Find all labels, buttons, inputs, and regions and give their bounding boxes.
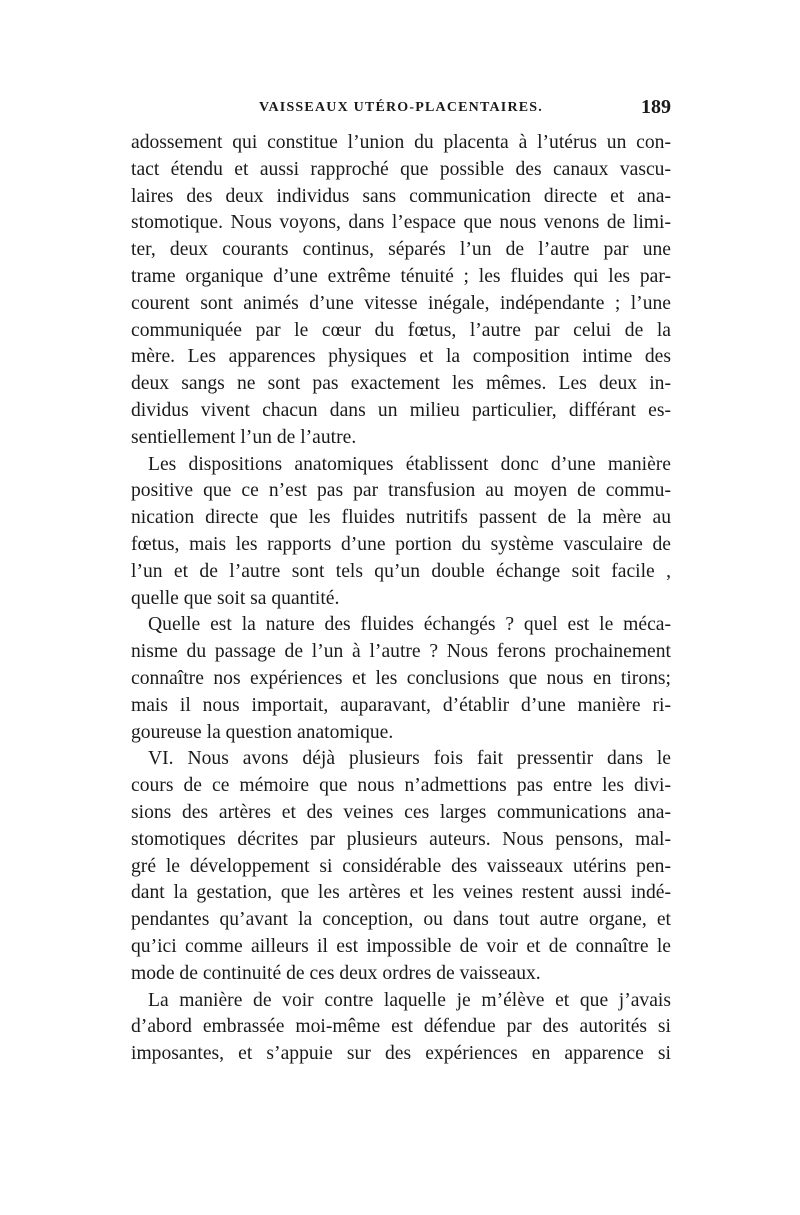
text-line: deux sangs ne sont pas exactement les mêmes. Les deux in- <box>131 373 671 395</box>
text-line: imposantes, et s’appuie sur des expériences en apparence si <box>131 1043 671 1065</box>
text-line: ter, deux courants continus, séparés l’un de l’autre par une <box>131 239 671 261</box>
text-line: stomotiques décrites par plusieurs auteurs. Nous pensons, mal- <box>131 828 671 850</box>
text-line: gré le développement si considérable des vaisseaux utérins pen- <box>131 855 671 877</box>
text-line: dant la gestation, que les artères et les veines restent aussi indé- <box>131 882 671 904</box>
running-title: VAISSEAUX UTÉRO-PLACENTAIRES. <box>258 100 543 115</box>
text-line: stomotique. Nous voyons, dans l’espace que nous venons de limi- <box>131 212 671 234</box>
text-line: goureuse la question anatomique. <box>131 721 394 743</box>
text-line: cours de ce mémoire que nous n’admettions pas entre les divi- <box>131 775 671 797</box>
text-line: quelle que soit sa quantité. <box>131 587 340 609</box>
text-line: mode de continuité de ces deux ordres de vaisseaux. <box>131 962 541 984</box>
text-line: qu’ici comme ailleurs il est impossible de voir et de connaître le <box>131 935 671 957</box>
text-line: Les dispositions anatomiques établissent donc d’une manière <box>148 453 671 475</box>
text-line: tact étendu et aussi rapproché que possible des canaux vascu- <box>131 158 671 180</box>
text-line: VI. Nous avons déjà plusieurs fois fait pressentir dans le <box>148 748 671 770</box>
text-line: nisme du passage de l’un à l’autre ? Nous ferons prochainement <box>131 641 671 663</box>
page-number: 189 <box>641 96 671 118</box>
book-page <box>131 96 671 1068</box>
text-line: fœtus, mais les rapports d’une portion du système vasculaire de <box>131 533 671 555</box>
text-line: dividus vivent chacun dans un milieu particulier, différant es- <box>131 399 671 421</box>
text-line: courent sont animés d’une vitesse inégale, indépendante ; l’une <box>131 292 671 314</box>
text-line: mais il nous importait, auparavant, d’établir d’une manière ri- <box>131 694 671 716</box>
text-line: mère. Les apparences physiques et la composition intime des <box>131 346 671 368</box>
text-line: positive que ce n’est pas par transfusion au moyen de commu- <box>131 480 671 502</box>
text-line: trame organique d’une extrême ténuité ; les fluides qui les par- <box>131 265 671 287</box>
text-line: d’abord embrassée moi-même est défendue par des autorités si <box>131 1016 671 1038</box>
text-line: La manière de voir contre laquelle je m’élève et que j’avais <box>148 989 671 1011</box>
text-line: adossement qui constitue l’union du placenta à l’utérus un con- <box>131 132 671 153</box>
text-line: l’un et de l’autre sont tels qu’un double échange soit facile , <box>131 560 671 582</box>
running-header <box>131 96 671 126</box>
text-line: laires des deux individus sans communication directe et ana- <box>131 185 671 207</box>
text-line: sions des artères et des veines ces larges communications ana- <box>131 801 671 823</box>
text-line: communiquée par le cœur du fœtus, l’autre par celui de la <box>131 319 671 341</box>
text-line: Quelle est la nature des fluides échangés ? quel est le méca- <box>148 614 671 636</box>
body-text <box>131 130 671 1068</box>
text-line: connaître nos expériences et les conclusions que nous en tirons; <box>131 667 671 689</box>
text-line: sentiellement l’un de l’autre. <box>131 426 357 448</box>
text-line: nication directe que les fluides nutritifs passent de la mère au <box>131 507 671 529</box>
text-line: pendantes qu’avant la conception, ou dans tout autre organe, et <box>131 909 671 931</box>
